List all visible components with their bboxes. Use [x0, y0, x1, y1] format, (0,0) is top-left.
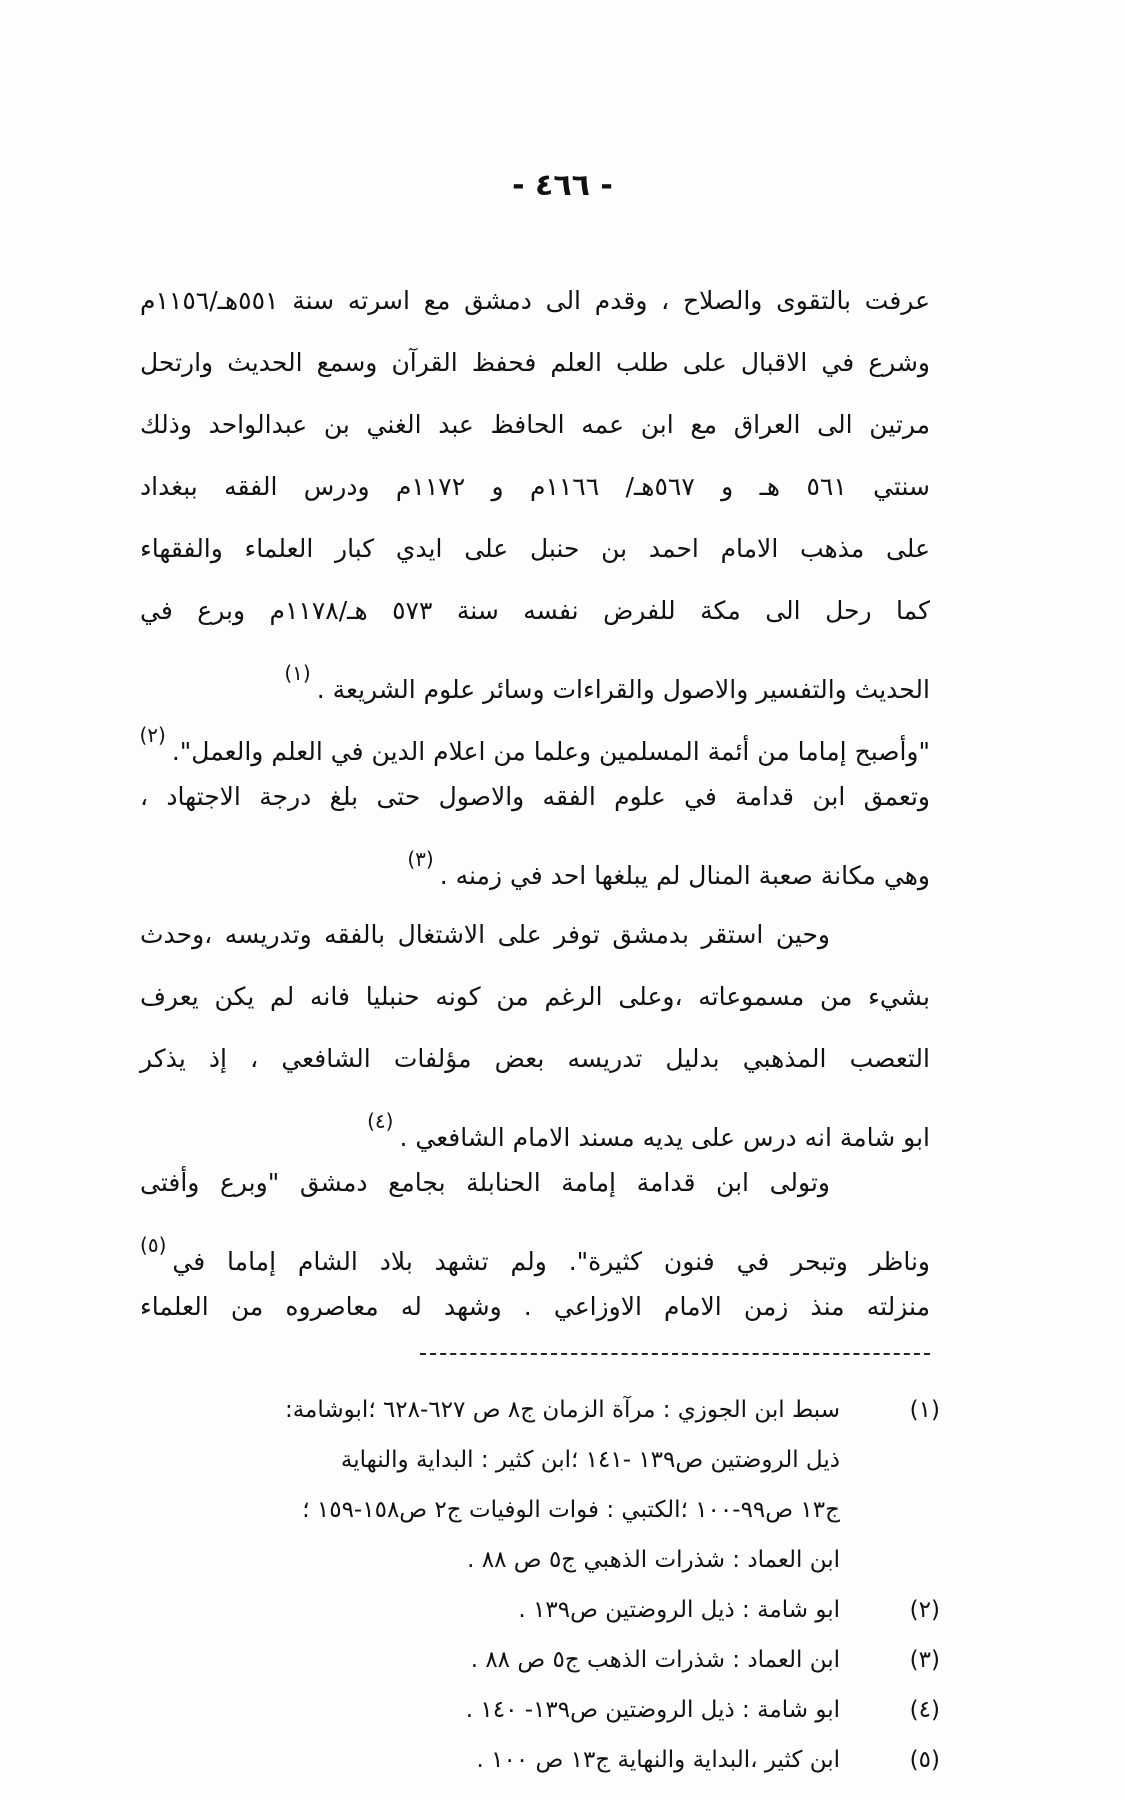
footnote-body: [150, 1385, 862, 1585]
body-line: بشيء من مسموعاته ،وعلى الرغم من كونه حنبليا فانه لم يكن يعرف: [140, 982, 930, 1011]
footnote-line: ابن كثير ،البداية والنهاية ج١٣ ص ١٠٠ .: [476, 1747, 840, 1773]
footnotes: [150, 1385, 940, 1785]
footnote-body: [150, 1585, 862, 1635]
body-line: سنتي ٥٦١ هـ و ٥٦٧هـ/ ١١٦٦م و ١١٧٢م ودرس الفقه ببغداد: [140, 472, 931, 501]
footnote-separator: [420, 1353, 930, 1355]
body-line: كما رحل الى مكة للفرض نفسه سنة ٥٧٣ هـ/١١٧٨م وبرع في: [140, 596, 930, 625]
footnote-number: (٣): [909, 1647, 940, 1673]
body-line: "وأصبح إماما من أئمة المسلمين وعلما من اعلام الدين في العلم والعمل".(٢): [140, 704, 930, 766]
body-line: مرتين الى العراق مع ابن عمه الحافظ عبد الغني بن عبدالواحد وذلك: [140, 410, 930, 439]
body-line: ابو شامة انه درس على يديه مسند الامام الشافعي .(٤): [140, 1090, 930, 1152]
body-line: عرفت بالتقوى والصلاح ، وقدم الى دمشق مع اسرته سنة ٥٥١هـ/١١٥٦م: [140, 286, 930, 315]
footnote-item: [150, 1685, 940, 1735]
body-line: وتعمق ابن قدامة في علوم الفقه والاصول حتى بلغ درجة الاجتهاد ،: [140, 782, 930, 811]
body-line: وشرع في الاقبال على طلب العلم فحفظ القرآن وسمع الحديث وارتحل: [140, 348, 930, 377]
footnote-item: [150, 1585, 940, 1635]
footnote-marker-5: (٥): [140, 1233, 167, 1257]
footnote-number: (٢): [909, 1597, 940, 1623]
body-line: الحديث والتفسير والاصول والقراءات وسائر علوم الشريعة .(١): [140, 642, 930, 704]
paragraph-start-line: وتولى ابن قدامة إمامة الحنابلة بجامع دمشق "وبرع وأفتى: [140, 1168, 830, 1197]
footnote-item: [150, 1735, 940, 1785]
body-line: التعصب المذهبي بدليل تدريسه بعض مؤلفات الشافعي ، إذ يذكر: [140, 1044, 930, 1073]
footnote-number: (١): [909, 1397, 940, 1423]
body-line: منزلته منذ زمن الامام الاوزاعي . وشهد له معاصروه من العلماء: [140, 1292, 930, 1321]
body-line: وناظر وتبحر في فنون كثيرة". ولم تشهد بلاد الشام إماما في(٥): [140, 1214, 930, 1276]
body-text: [140, 270, 930, 1338]
footnote-line: ذيل الروضتين ص١٣٩ -١٤١ ؛ابن كثير : البداية والنهاية: [340, 1447, 840, 1473]
footnote-number: (٤): [909, 1697, 940, 1723]
footnote-marker-2: (٢): [139, 723, 166, 747]
footnote-number: (٥): [909, 1747, 940, 1773]
footnote-line: ابو شامة : ذيل الروضتين ص١٣٩ .: [518, 1597, 840, 1623]
footnote-body: [150, 1735, 862, 1785]
footnote-marker-1: (١): [284, 661, 311, 685]
footnote-item: [150, 1385, 940, 1585]
footnote-line: سبط ابن الجوزي : مرآة الزمان ج٨ ص ٦٢٧-٦٢٨ ؛ابوشامة:: [284, 1397, 840, 1423]
footnote-body: [150, 1635, 862, 1685]
footnote-line: ج١٣ ص٩٩-١٠٠ ؛الكتبي : فوات الوفيات ج٢ ص١٥٨-١٥٩ ؛: [302, 1497, 840, 1523]
footnote-line: ابن العماد : شذرات الذهبي ج٥ ص ٨٨ .: [467, 1547, 840, 1573]
footnote-item: [150, 1635, 940, 1685]
footnote-body: [150, 1685, 862, 1735]
page-number: - ٤٦٦ -: [512, 168, 613, 203]
paragraph-start-line: وحين استقر بدمشق توفر على الاشتغال بالفقه وتدريسه ،وحدث: [140, 920, 830, 949]
footnote-marker-3: (٣): [407, 847, 434, 871]
body-line: على مذهب الامام احمد بن حنبل على ايدي كبار العلماء والفقهاء: [140, 534, 930, 563]
footnote-line: ابن العماد : شذرات الذهب ج٥ ص ٨٨ .: [470, 1647, 840, 1673]
footnote-marker-4: (٤): [367, 1109, 394, 1133]
body-line: وهي مكانة صعبة المنال لم يبلغها احد في زمنه .(٣): [140, 828, 930, 890]
footnote-line: ابو شامة : ذيل الروضتين ص١٣٩- ١٤٠ .: [465, 1697, 840, 1723]
